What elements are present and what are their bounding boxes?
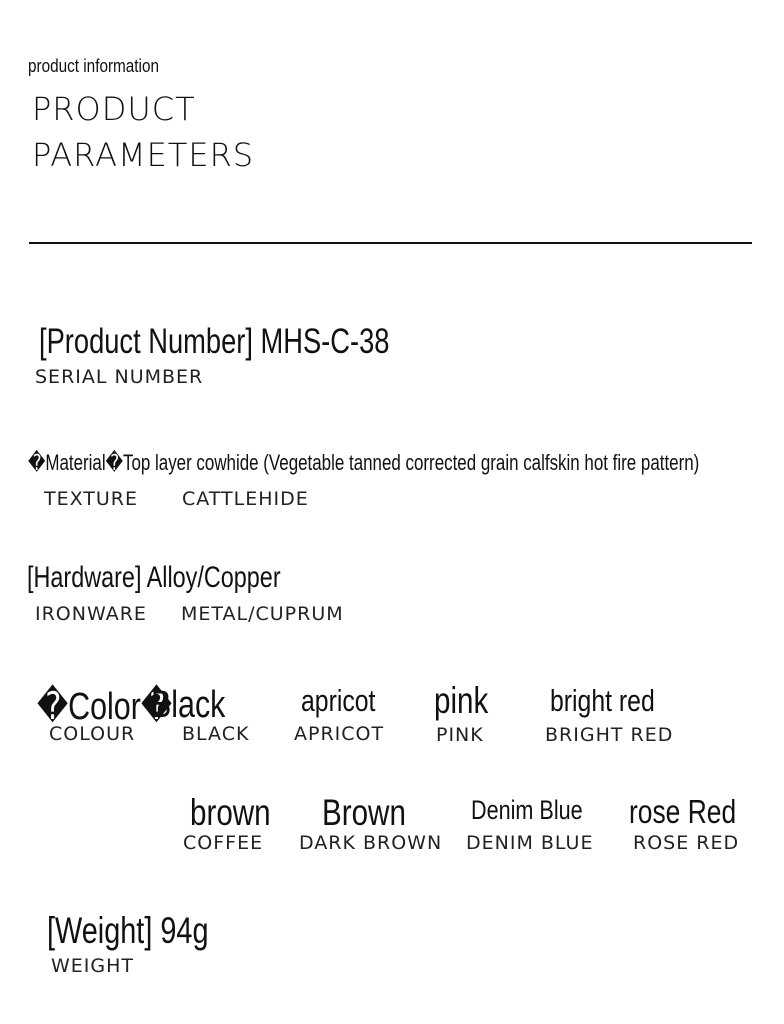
color-option-en: APRICOT [294,723,385,745]
page-title-line1: PRODUCT [32,90,196,128]
color-option-en: PINK [436,724,484,746]
page-title-line2: PARAMETERS [32,136,255,174]
hardware-en: IRONWARE [35,603,147,625]
header-divider [29,242,752,244]
color-option-name: Brown [322,792,406,833]
hardware-en-value: METAL/CUPRUM [181,603,344,625]
material-en: TEXTURE [44,488,139,510]
weight-label: [Weight] 94g [47,910,209,951]
product-number-label: [Product Number] MHS-C-38 [39,322,390,361]
color-option-en: DENIM BLUE [466,832,594,854]
hardware-label: [Hardware] Alloy/Copper [27,561,281,594]
color-option-name: pink [434,680,489,721]
color-option-name: Denim Blue [471,795,583,825]
color-option-en: DARK BROWN [299,832,443,854]
color-option-en: BRIGHT RED [545,724,674,746]
color-en: COLOUR [49,723,136,745]
color-option-name: brown [190,792,271,833]
color-option-en: ROSE RED [633,832,740,854]
color-option-name: Black [151,684,226,726]
material-en-value: CATTLEHIDE [182,488,309,510]
color-option-name: bright red [550,683,655,718]
color-label: �Color� [37,686,172,728]
color-option-name: rose Red [629,793,737,830]
color-option-en: COFFEE [183,832,264,854]
color-option-name: apricot [301,683,376,718]
weight-en: WEIGHT [51,955,135,977]
section-subtitle: product information [28,56,159,76]
color-option-en: BLACK [182,723,250,745]
product-number-en: SERIAL NUMBER [35,366,204,388]
material-label: �Material�Top layer cowhide (Vegetable tanned corrected grain calfskin hot fire pattern) [28,450,700,475]
